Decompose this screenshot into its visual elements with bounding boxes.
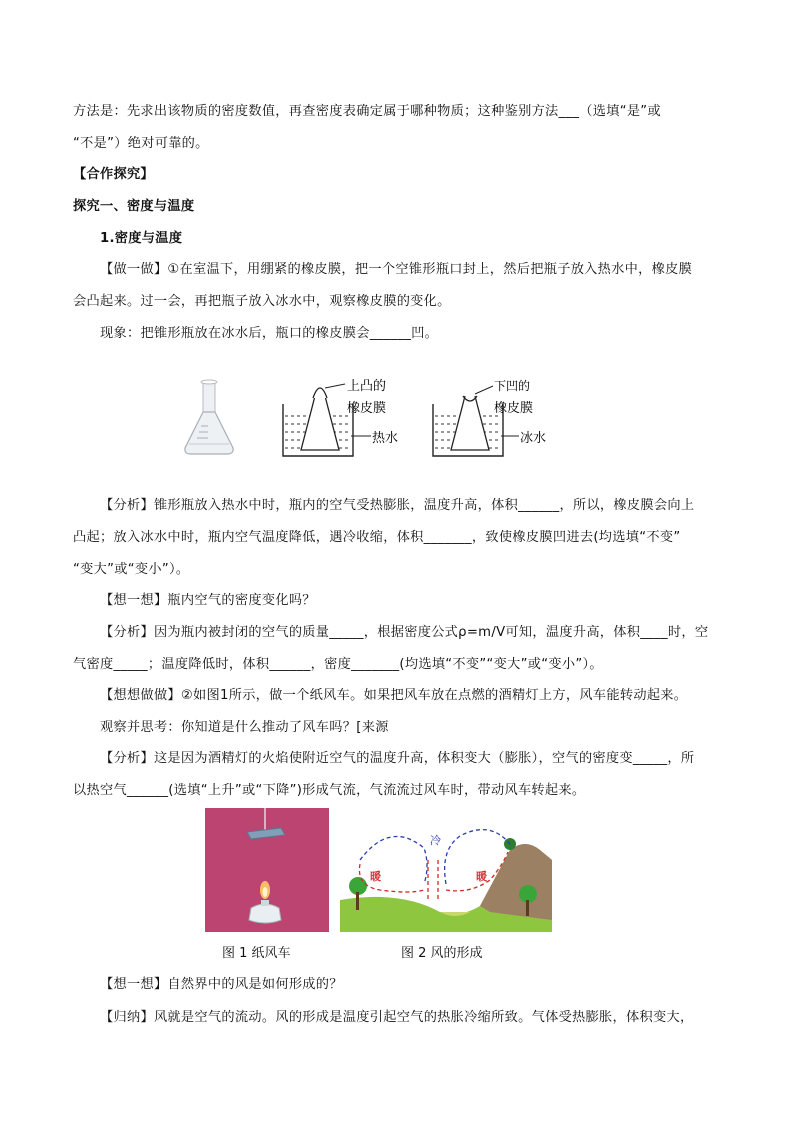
paragraph-line: 观察并思考：你知道是什么推动了风车吗？[来源 [100,720,389,735]
wind-formation-figure [340,820,552,932]
bulge-label-2: 橡皮膜 [347,401,387,416]
hot-water-beaker [283,384,371,456]
paragraph-line: 【分析】因为瓶内被封闭的空气的质量_____，根据密度公式ρ=m/V可知，温度升高，体积____时，空 [100,625,709,640]
pinwheel-photo [205,808,329,932]
paragraph-line: 【归纳】风就是空气的流动。风的形成是温度引起空气的热胀冷缩所致。气体受热膨胀，体积变大， [100,1010,694,1025]
ice-water-label: 冰水 [520,431,547,446]
paragraph-line: “变大”或“变小”）。 [73,562,190,577]
cold-label: 冷 [430,834,441,847]
sub-heading: 1.密度与温度 [100,231,183,246]
paragraph-line: 【分析】这是因为酒精灯的火焰使附近空气的温度升高，体积变大（膨胀），空气的密度变_____，所 [100,751,695,766]
paragraph-line: 方法是：先求出该物质的密度数值，再查密度表确定属于哪种物质；这种鉴别方法___（选填“是”或 [73,104,661,119]
paragraph-line: 气密度_____；温度降低时，体积______，密度_______(均选填“不变”“变大”或“变小”）。 [73,657,603,672]
paragraph-line: 【想一想】瓶内空气的密度变化吗？ [100,593,316,608]
section-heading: 【合作探究】 [73,167,154,182]
section-heading: 探究一、密度与温度 [73,199,195,214]
dent-label-2: 橡皮膜 [494,401,534,416]
bulge-label-1: 上凸的 [347,379,387,394]
paragraph-line: 【想一想】自然界中的风是如何形成的？ [100,977,343,992]
paragraph-line: 会凸起来。过一会，再把瓶子放入冰水中，观察橡皮膜的变化。 [73,294,451,309]
flask-image [185,380,233,454]
hot-water-label: 热水 [372,431,399,446]
figure-1-caption: 图 1 纸风车 [222,946,291,961]
paragraph-line: 以热空气______(选填“上升”或“下降”)形成气流，气流流过风车时，带动风车转起来。 [73,783,586,798]
paragraph-line: 【想想做做】②如图1所示，做一个纸风车。如果把风车放在点燃的酒精灯上方，风车能转动起来。 [100,688,688,703]
paragraph-line: 现象：把锥形瓶放在冰水后，瓶口的橡皮膜会______凹。 [100,326,439,341]
dent-label-1: 下凹的 [494,379,531,393]
warm-label-left: 暖 [370,870,381,883]
warm-label-right: 暖 [476,870,487,883]
ice-water-beaker [433,386,519,456]
paragraph-line: “不是”）绝对可靠的。 [73,136,209,151]
flask-experiment-figure [175,374,550,464]
figure-2-caption: 图 2 风的形成 [401,946,483,961]
paragraph-line: 【分析】锥形瓶放入热水中时，瓶内的空气受热膨胀，温度升高，体积______，所以，橡皮膜会向上 [100,498,695,513]
paragraph-line: 凸起；放入冰水中时，瓶内空气温度降低，遇冷收缩，体积_______，致使橡皮膜凹进去(均选填“不变” [73,530,681,545]
paragraph-line: 【做一做】①在室温下，用绷紧的橡皮膜，把一个空锥形瓶口封上，然后把瓶子放入热水中，橡皮膜 [100,262,693,277]
